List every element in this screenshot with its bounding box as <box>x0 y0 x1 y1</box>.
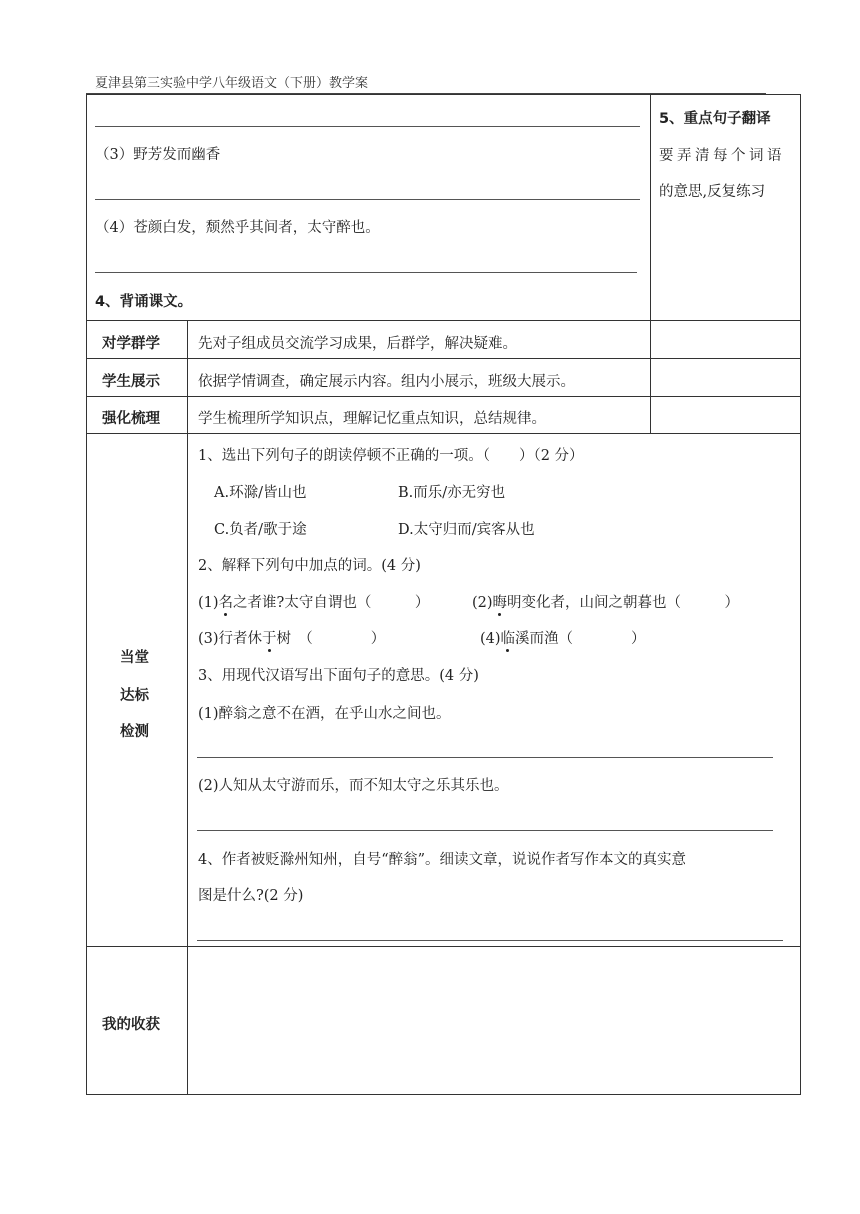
question-item-3: （3）野芳发而幽香 <box>95 147 221 163</box>
harvest-input-area[interactable] <box>188 947 799 1093</box>
answer-line[interactable] <box>95 199 640 200</box>
answer-line[interactable] <box>95 272 637 273</box>
dotted-word: 晦 <box>492 595 508 611</box>
question-2-part-1: (1)名之者谁?太守自谓也（ ） <box>198 595 430 611</box>
row-label: 强化梳理 <box>102 411 160 427</box>
option-c: C.负者/歌于途 <box>214 522 307 538</box>
row-content: 先对子组成员交流学习成果，后群学，解决疑难。 <box>198 336 517 352</box>
question-4-continued: 图是什么?(2 分) <box>198 888 304 904</box>
question-2: 2、解释下列句中加点的词。(4 分) <box>198 558 421 574</box>
question-item-4: （4）苍颜白发，颓然乎其间者，太守醉也。 <box>95 220 380 236</box>
answer-line[interactable] <box>95 126 640 127</box>
option-d: D.太守归而/宾客从也 <box>398 522 535 538</box>
harvest-label: 我的收获 <box>102 1017 160 1033</box>
row-content: 依据学情调查，确定展示内容。组内小展示，班级大展示。 <box>198 374 575 390</box>
question-2-part-4: (4)临溪而渔（ ） <box>480 631 646 647</box>
question-3-part-2: (2)人知从太守游而乐，而不知太守之乐其乐也。 <box>198 778 509 794</box>
row-label: 学生展示 <box>102 374 160 390</box>
answer-line[interactable] <box>197 830 773 831</box>
row-label: 对学群学 <box>102 336 160 352</box>
option-a: A.环滁/皆山也 <box>214 485 307 501</box>
question-1: 1、选出下列句子的朗读停顿不正确的一项。（ ）（2 分） <box>198 448 584 464</box>
row-content: 学生梳理所学知识点，理解记忆重点知识，总结规律。 <box>198 411 546 427</box>
side-note-title: 5、重点句子翻译 <box>659 111 771 127</box>
recite-instruction: 4、背诵课文。 <box>95 294 193 310</box>
question-3: 3、用现代汉语写出下面句子的意思。(4 分) <box>198 668 479 684</box>
dotted-word: 临 <box>500 631 516 647</box>
answer-line[interactable] <box>197 940 783 941</box>
answer-line[interactable] <box>197 757 773 758</box>
page-header: 夏津县第三实验中学八年级语文（下册）教学案 <box>95 76 369 91</box>
side-note-line: 要弄清每个词语 <box>659 148 785 164</box>
dotted-word: 于 <box>262 631 277 647</box>
dotted-word: 名 <box>218 595 234 611</box>
question-2-part-3: (3)行者休于树 （ ） <box>198 631 386 647</box>
option-b: B.而乐/亦无穷也 <box>398 485 506 501</box>
question-2-part-2: (2)晦明变化者，山间之朝暮也（ ） <box>472 595 740 611</box>
question-4: 4、作者被贬滁州知州，自号“醉翁”。细读文章，说说作者写作本文的真实意 <box>198 852 687 868</box>
side-note-line: 的意思,反复练习 <box>659 184 766 200</box>
question-3-part-1: (1)醉翁之意不在酒，在乎山水之间也。 <box>198 706 451 722</box>
